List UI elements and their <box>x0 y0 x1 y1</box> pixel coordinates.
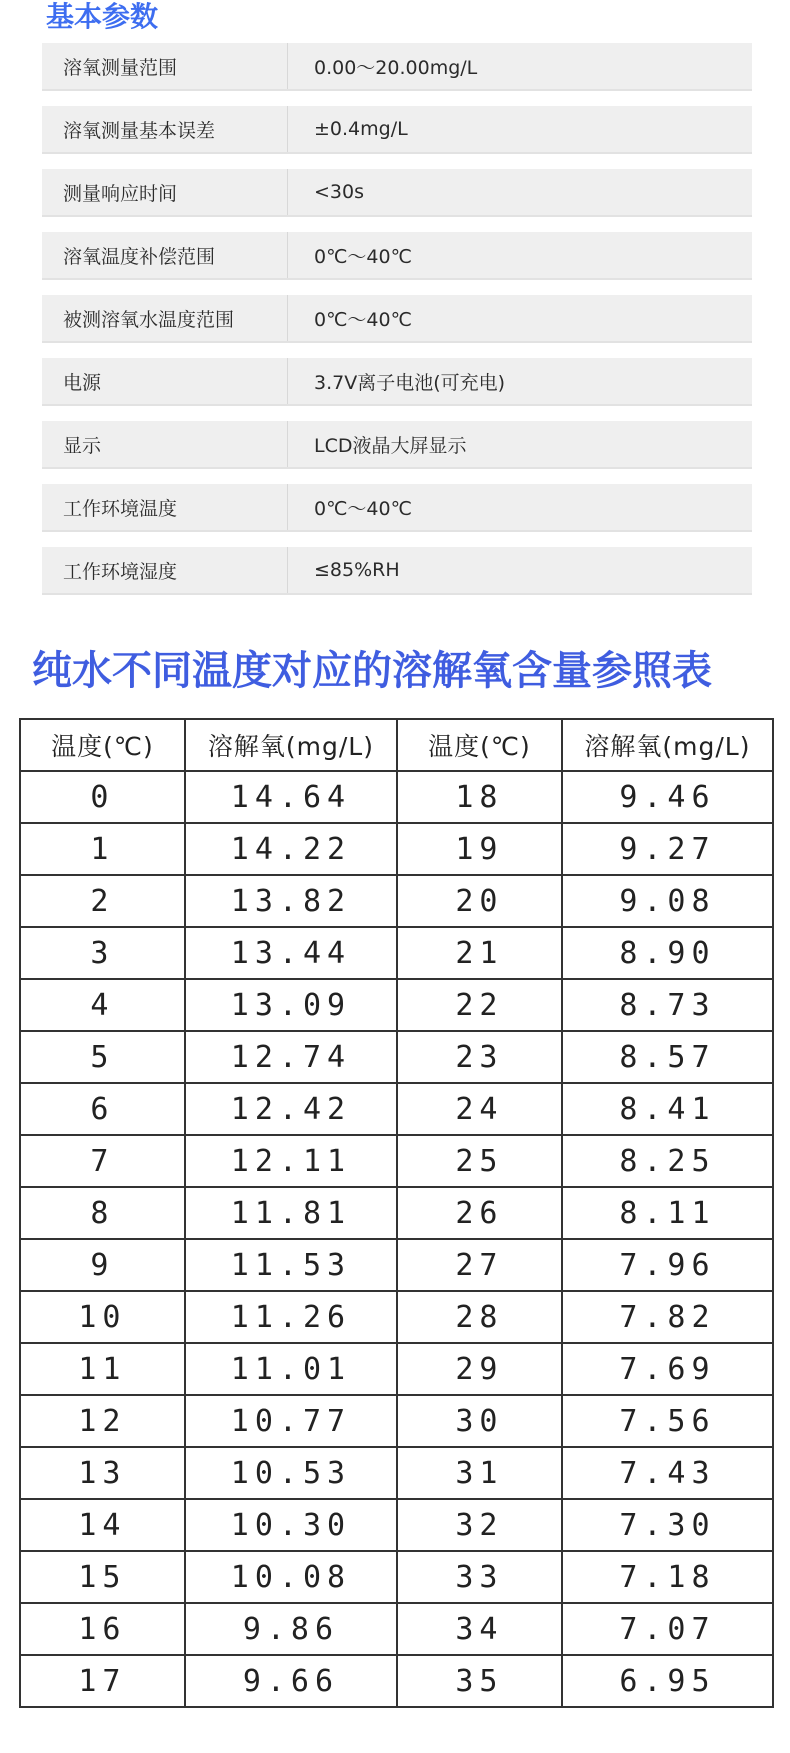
temperature-cell: 21 <box>397 927 562 979</box>
oxygen-value-cell: 7.56 <box>562 1395 773 1447</box>
oxygen-value-cell: 13.44 <box>185 927 397 979</box>
param-value: 3.7V离子电池(可充电) <box>314 371 506 394</box>
temperature-cell: 5 <box>20 1031 185 1083</box>
table-row <box>20 1291 773 1343</box>
oxygen-value-cell: 7.69 <box>562 1343 773 1395</box>
oxygen-value-cell: 9.46 <box>562 771 773 823</box>
temperature-cell: 12 <box>20 1395 185 1447</box>
temperature-cell: 33 <box>397 1551 562 1603</box>
param-label: 被测溶氧水温度范围 <box>42 295 288 341</box>
oxygen-value-cell: 13.82 <box>185 875 397 927</box>
table-row <box>20 823 773 875</box>
temperature-cell: 8 <box>20 1187 185 1239</box>
param-value: 0℃～40℃ <box>314 245 412 268</box>
oxygen-value-cell: 8.90 <box>562 927 773 979</box>
oxygen-value-cell: 8.11 <box>562 1187 773 1239</box>
oxygen-value-cell: 9.66 <box>185 1655 397 1707</box>
oxygen-value-cell: 10.77 <box>185 1395 397 1447</box>
header-dissolved-oxygen: 溶解氧(mg/L) <box>562 719 773 771</box>
param-row <box>42 232 752 280</box>
param-row <box>42 547 752 595</box>
oxygen-value-cell: 13.09 <box>185 979 397 1031</box>
temperature-cell: 22 <box>397 979 562 1031</box>
oxygen-value-cell: 8.57 <box>562 1031 773 1083</box>
header-temperature: 温度(℃) <box>20 719 185 771</box>
temperature-cell: 16 <box>20 1603 185 1655</box>
temperature-cell: 11 <box>20 1343 185 1395</box>
table-row <box>20 1603 773 1655</box>
oxygen-value-cell: 12.74 <box>185 1031 397 1083</box>
oxygen-value-cell: 12.42 <box>185 1083 397 1135</box>
temperature-cell: 25 <box>397 1135 562 1187</box>
oxygen-value-cell: 11.81 <box>185 1187 397 1239</box>
oxygen-value-cell: 7.82 <box>562 1291 773 1343</box>
temperature-cell: 18 <box>397 771 562 823</box>
temperature-cell: 3 <box>20 927 185 979</box>
param-label: 溶氧温度补偿范围 <box>42 232 288 278</box>
table-row <box>20 1551 773 1603</box>
table-row <box>20 1239 773 1291</box>
param-label: 工作环境温度 <box>42 484 288 530</box>
oxygen-value-cell: 7.43 <box>562 1447 773 1499</box>
table-header-row <box>20 719 773 771</box>
temperature-cell: 0 <box>20 771 185 823</box>
table-row <box>20 875 773 927</box>
temperature-cell: 28 <box>397 1291 562 1343</box>
param-label: 电源 <box>42 358 288 404</box>
oxygen-value-cell: 11.53 <box>185 1239 397 1291</box>
temperature-cell: 20 <box>397 875 562 927</box>
table-row <box>20 1343 773 1395</box>
temperature-cell: 1 <box>20 823 185 875</box>
temperature-cell: 10 <box>20 1291 185 1343</box>
table-row <box>20 927 773 979</box>
oxygen-value-cell: 7.30 <box>562 1499 773 1551</box>
oxygen-value-cell: 7.07 <box>562 1603 773 1655</box>
temperature-cell: 34 <box>397 1603 562 1655</box>
oxygen-value-cell: 8.25 <box>562 1135 773 1187</box>
table-row <box>20 1395 773 1447</box>
param-value: 0.00～20.00mg/L <box>314 56 478 79</box>
temperature-cell: 9 <box>20 1239 185 1291</box>
temperature-cell: 13 <box>20 1447 185 1499</box>
temperature-cell: 31 <box>397 1447 562 1499</box>
temperature-cell: 32 <box>397 1499 562 1551</box>
temperature-cell: 26 <box>397 1187 562 1239</box>
table-row <box>20 1655 773 1707</box>
param-row <box>42 358 752 406</box>
param-row <box>42 43 752 91</box>
table-row <box>20 771 773 823</box>
param-label: 显示 <box>42 421 288 467</box>
table-row <box>20 1187 773 1239</box>
table-row <box>20 1499 773 1551</box>
header-dissolved-oxygen: 溶解氧(mg/L) <box>185 719 397 771</box>
temperature-cell: 2 <box>20 875 185 927</box>
oxygen-value-cell: 14.22 <box>185 823 397 875</box>
oxygen-value-cell: 10.30 <box>185 1499 397 1551</box>
param-row <box>42 421 752 469</box>
oxygen-value-cell: 8.41 <box>562 1083 773 1135</box>
param-label: 溶氧测量基本误差 <box>42 106 288 152</box>
param-label: 工作环境湿度 <box>42 547 288 593</box>
oxygen-value-cell: 6.95 <box>562 1655 773 1707</box>
param-value: <30s <box>314 181 364 203</box>
table-row <box>20 1447 773 1499</box>
oxygen-value-cell: 9.27 <box>562 823 773 875</box>
oxygen-value-cell: 7.96 <box>562 1239 773 1291</box>
table-title: 纯水不同温度对应的溶解氧含量参照表 <box>32 648 712 694</box>
oxygen-value-cell: 8.73 <box>562 979 773 1031</box>
temperature-cell: 23 <box>397 1031 562 1083</box>
param-row <box>42 106 752 154</box>
param-value: ±0.4mg/L <box>314 118 408 140</box>
oxygen-value-cell: 9.08 <box>562 875 773 927</box>
temperature-cell: 24 <box>397 1083 562 1135</box>
oxygen-value-cell: 9.86 <box>185 1603 397 1655</box>
param-value: 0℃～40℃ <box>314 308 412 331</box>
parameter-list <box>42 43 752 610</box>
temperature-cell: 6 <box>20 1083 185 1135</box>
param-value: ≤85%RH <box>314 559 400 581</box>
param-label: 溶氧测量范围 <box>42 43 288 89</box>
table-row <box>20 1083 773 1135</box>
param-row <box>42 295 752 343</box>
temperature-cell: 7 <box>20 1135 185 1187</box>
oxygen-value-cell: 11.01 <box>185 1343 397 1395</box>
oxygen-value-cell: 14.64 <box>185 771 397 823</box>
temperature-cell: 15 <box>20 1551 185 1603</box>
section-title: 基本参数 <box>46 0 159 33</box>
header-temperature: 温度(℃) <box>397 719 562 771</box>
oxygen-value-cell: 7.18 <box>562 1551 773 1603</box>
oxygen-value-cell: 11.26 <box>185 1291 397 1343</box>
oxygen-reference-table <box>19 718 774 1708</box>
param-value: LCD液晶大屏显示 <box>314 434 467 457</box>
temperature-cell: 19 <box>397 823 562 875</box>
table-row <box>20 1031 773 1083</box>
temperature-cell: 35 <box>397 1655 562 1707</box>
temperature-cell: 27 <box>397 1239 562 1291</box>
temperature-cell: 17 <box>20 1655 185 1707</box>
temperature-cell: 30 <box>397 1395 562 1447</box>
oxygen-value-cell: 10.53 <box>185 1447 397 1499</box>
temperature-cell: 4 <box>20 979 185 1031</box>
param-label: 测量响应时间 <box>42 169 288 215</box>
temperature-cell: 14 <box>20 1499 185 1551</box>
table-row <box>20 1135 773 1187</box>
param-row <box>42 484 752 532</box>
param-row <box>42 169 752 217</box>
param-value: 0℃～40℃ <box>314 497 412 520</box>
oxygen-value-cell: 10.08 <box>185 1551 397 1603</box>
oxygen-value-cell: 12.11 <box>185 1135 397 1187</box>
temperature-cell: 29 <box>397 1343 562 1395</box>
table-row <box>20 979 773 1031</box>
table-body <box>20 771 773 1707</box>
